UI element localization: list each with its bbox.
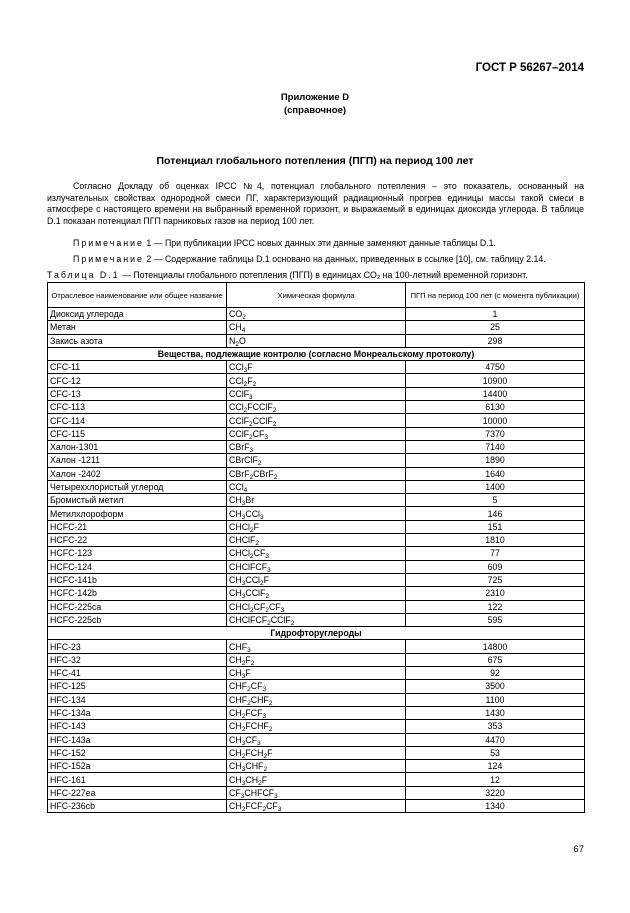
- cell-name: CFC-12: [48, 374, 227, 387]
- cell-gwp: 14800: [406, 640, 585, 653]
- table-row: [48, 494, 585, 507]
- cell-name: HCFC-124: [48, 560, 227, 573]
- page-number: 67: [573, 844, 584, 855]
- cell-name: HFC-32: [48, 653, 227, 666]
- cell-name: HCFC-21: [48, 520, 227, 533]
- cell-name: Метилхлороформ: [48, 507, 227, 520]
- intro-paragraph: Согласно Докладу об оценках IPCC №4, потенциал глобального потепления – это показатель, основанный на излучательных свойствах однородной смеси ПГ, характеризующий радиационный прогрев единицы массы такой смеси в атмосфере с настоящего времени на выбранный временной горизонт, и выражаемый в единицах диоксида углерода. В таблице D.1 показан потенциал ПГП парниковых газов на период 100 лет.: [47, 181, 584, 226]
- cell-name: HFC-143: [48, 720, 227, 733]
- cell-gwp: 7370: [406, 427, 585, 440]
- cell-name: CFC-13: [48, 387, 227, 400]
- header-gwp: ПГП на период 100 лет (с момента публикации): [406, 283, 585, 308]
- cell-gwp: 3500: [406, 680, 585, 693]
- cell-formula: $CH_4$: [227, 321, 406, 334]
- table-row: [48, 693, 585, 706]
- cell-gwp: 1890: [406, 454, 585, 467]
- cell-name: HCFC-225ca: [48, 600, 227, 613]
- table-row: [48, 786, 585, 799]
- table-caption-label: Таблица D.1: [47, 270, 120, 280]
- table-row: [48, 520, 585, 533]
- cell-formula: $CH_2FCF_3$: [227, 706, 406, 719]
- cell-formula: $CH_3CClF_2$: [227, 587, 406, 600]
- cell-gwp: 675: [406, 653, 585, 666]
- table-row: [48, 680, 585, 693]
- cell-formula: $CF_3CHFCF_3$: [227, 786, 406, 799]
- note-label: Примечание: [73, 254, 144, 264]
- appendix-subtitle: (справочное): [283, 105, 347, 116]
- table-row: [48, 547, 585, 560]
- table-body: [48, 308, 585, 813]
- table-row: [48, 733, 585, 746]
- cell-gwp: 25: [406, 321, 585, 334]
- note-label: Примечание: [73, 238, 144, 248]
- cell-formula: $CO_2$: [227, 308, 406, 321]
- table-row: [48, 613, 585, 626]
- table-row: [48, 480, 585, 493]
- cell-name: Бромистый метил: [48, 494, 227, 507]
- cell-gwp: 1430: [406, 706, 585, 719]
- cell-name: CFC-11: [48, 361, 227, 374]
- table-row: [48, 427, 585, 440]
- note-text: 1 — При публикации IPCC новых данных эти данные заменяют данные таблицы D.1.: [143, 238, 496, 248]
- cell-formula: CHClF$_2$: [227, 534, 406, 547]
- table-header-row: [48, 283, 585, 308]
- cell-formula: $CH_3CCl_2F$: [227, 573, 406, 586]
- cell-gwp: 122: [406, 600, 585, 613]
- section-row: [48, 627, 585, 640]
- table-row: [48, 799, 585, 812]
- cell-formula: CHCl$_2$F: [227, 520, 406, 533]
- cell-name: Диоксид углерода: [48, 308, 227, 321]
- table-row: [48, 560, 585, 573]
- section-row: [48, 347, 585, 360]
- table-row: [48, 454, 585, 467]
- cell-gwp: 595: [406, 613, 585, 626]
- cell-gwp: 6130: [406, 401, 585, 414]
- cell-name: HFC-152: [48, 746, 227, 759]
- cell-name: HFC-41: [48, 667, 227, 680]
- header-name: Отраслевое наименование или общее название: [48, 283, 227, 308]
- cell-formula: $CH_3Br$: [227, 494, 406, 507]
- cell-name: HFC-227ea: [48, 786, 227, 799]
- section-title: Гидрофторуглероды: [48, 627, 585, 640]
- cell-name: HCFC-123: [48, 547, 227, 560]
- cell-formula: CHClFCF$_2$CClF$_2$: [227, 613, 406, 626]
- cell-formula: CHClFCF$_3$: [227, 560, 406, 573]
- cell-formula: $CH_3CH_2F$: [227, 773, 406, 786]
- cell-formula: CBrF$_2$CBrF$_2$: [227, 467, 406, 480]
- cell-gwp: 353: [406, 720, 585, 733]
- cell-formula: CClF$_3$: [227, 387, 406, 400]
- header-formula: Химическая формула: [227, 283, 406, 308]
- table-row: [48, 773, 585, 786]
- table-row: [48, 334, 585, 347]
- cell-gwp: 1400: [406, 480, 585, 493]
- cell-gwp: 53: [406, 746, 585, 759]
- cell-gwp: 1810: [406, 534, 585, 547]
- cell-formula: $CH_2FCH_2F$: [227, 746, 406, 759]
- cell-gwp: 4750: [406, 361, 585, 374]
- note-text: 2 — Содержание таблицы D.1 основано на данных, приведенных в ссылке [10], см. таблицу 2.14.: [143, 254, 546, 264]
- table-row: [48, 573, 585, 586]
- cell-gwp: 609: [406, 560, 585, 573]
- cell-formula: CBrClF$_2$: [227, 454, 406, 467]
- table-row: [48, 720, 585, 733]
- cell-gwp: 5: [406, 494, 585, 507]
- cell-formula: $CH_3CHF_2$: [227, 760, 406, 773]
- table-row: [48, 706, 585, 719]
- cell-formula: CBrF$_3$: [227, 440, 406, 453]
- cell-gwp: 77: [406, 547, 585, 560]
- table-row: [48, 600, 585, 613]
- cell-name: HCFC-141b: [48, 573, 227, 586]
- table-row: [48, 321, 585, 334]
- cell-name: CFC-113: [48, 401, 227, 414]
- cell-name: HFC-236cb: [48, 799, 227, 812]
- cell-gwp: 298: [406, 334, 585, 347]
- cell-name: Халон-1301: [48, 440, 227, 453]
- cell-formula: $N_2O$: [227, 334, 406, 347]
- table-row: [48, 653, 585, 666]
- note-1: [47, 238, 584, 248]
- table-row: [48, 587, 585, 600]
- cell-gwp: 3220: [406, 786, 585, 799]
- cell-gwp: 7140: [406, 440, 585, 453]
- cell-gwp: 725: [406, 573, 585, 586]
- table-row: [48, 640, 585, 653]
- cell-gwp: 2310: [406, 587, 585, 600]
- cell-formula: $CHCl_2CF_3$: [227, 547, 406, 560]
- cell-gwp: 1: [406, 308, 585, 321]
- table-row: [48, 467, 585, 480]
- cell-formula: CClF$_2$CClF$_2$: [227, 414, 406, 427]
- table-row: [48, 387, 585, 400]
- table-row: [48, 507, 585, 520]
- standard-number: ГОСТ Р 56267–2014: [475, 62, 584, 74]
- cell-name: HFC-125: [48, 680, 227, 693]
- cell-formula: $CH_3F$: [227, 667, 406, 680]
- appendix-title: Приложение D: [280, 92, 350, 103]
- cell-formula: $CH_3CF_3$: [227, 733, 406, 746]
- cell-gwp: 10900: [406, 374, 585, 387]
- cell-formula: $CH_2FCF_2CF_3$: [227, 799, 406, 812]
- cell-formula: CCl$_4$: [227, 480, 406, 493]
- cell-gwp: 1100: [406, 693, 585, 706]
- cell-name: Метан: [48, 321, 227, 334]
- cell-name: HCFC-225cb: [48, 613, 227, 626]
- cell-gwp: 12: [406, 773, 585, 786]
- table-caption: [47, 270, 528, 280]
- cell-name: Халон -1211: [48, 454, 227, 467]
- section-title: Вещества, подлежащие контролю (согласно Монреальскому протоколу): [48, 347, 585, 360]
- cell-gwp: 14400: [406, 387, 585, 400]
- cell-formula: $CHF_2CF_3$: [227, 680, 406, 693]
- cell-name: HFC-23: [48, 640, 227, 653]
- cell-formula: $CH_2FCHF_2$: [227, 720, 406, 733]
- table-row: [48, 374, 585, 387]
- cell-gwp: 4470: [406, 733, 585, 746]
- table-row: [48, 401, 585, 414]
- cell-name: Четыреххлористый углерод: [48, 480, 227, 493]
- cell-formula: $CH_3CCl_3$: [227, 507, 406, 520]
- cell-name: HFC-134: [48, 693, 227, 706]
- table-row: [48, 534, 585, 547]
- cell-name: Халон -2402: [48, 467, 227, 480]
- section-heading: Потенциал глобального потепления (ПГП) на период 100 лет: [156, 155, 474, 167]
- cell-name: HCFC-142b: [48, 587, 227, 600]
- cell-name: HFC-161: [48, 773, 227, 786]
- cell-formula: $CHF_2CHF_2$: [227, 693, 406, 706]
- table-row: [48, 414, 585, 427]
- gwp-table: [47, 282, 585, 813]
- cell-name: CFC-115: [48, 427, 227, 440]
- cell-formula: $CH_2F_2$: [227, 653, 406, 666]
- cell-name: HCFC-22: [48, 534, 227, 547]
- cell-formula: $CCl_2F_2$: [227, 374, 406, 387]
- table-row: [48, 361, 585, 374]
- cell-formula: $CHF_3$: [227, 640, 406, 653]
- cell-formula: $CHCl_2CF_2CF_3$: [227, 600, 406, 613]
- cell-name: HFC-152a: [48, 760, 227, 773]
- table-row: [48, 760, 585, 773]
- table-row: [48, 308, 585, 321]
- cell-gwp: 10000: [406, 414, 585, 427]
- cell-name: HFC-143a: [48, 733, 227, 746]
- cell-gwp: 1340: [406, 799, 585, 812]
- cell-gwp: 146: [406, 507, 585, 520]
- cell-name: Закись азота: [48, 334, 227, 347]
- table-row: [48, 440, 585, 453]
- table-row: [48, 667, 585, 680]
- cell-formula: CCl$_3$F: [227, 361, 406, 374]
- cell-name: CFC-114: [48, 414, 227, 427]
- note-2: [47, 254, 584, 264]
- cell-gwp: 1640: [406, 467, 585, 480]
- table-caption-text: — Потенциалы глобального потепления (ПГП) в единицах CO₂ на 100-летний временной горизонт.: [119, 270, 528, 280]
- cell-gwp: 124: [406, 760, 585, 773]
- cell-gwp: 92: [406, 667, 585, 680]
- cell-gwp: 151: [406, 520, 585, 533]
- cell-name: HFC-134a: [48, 706, 227, 719]
- table-row: [48, 746, 585, 759]
- cell-formula: CCl$_2$FCClF$_2$: [227, 401, 406, 414]
- cell-formula: $CClF_2CF_3$: [227, 427, 406, 440]
